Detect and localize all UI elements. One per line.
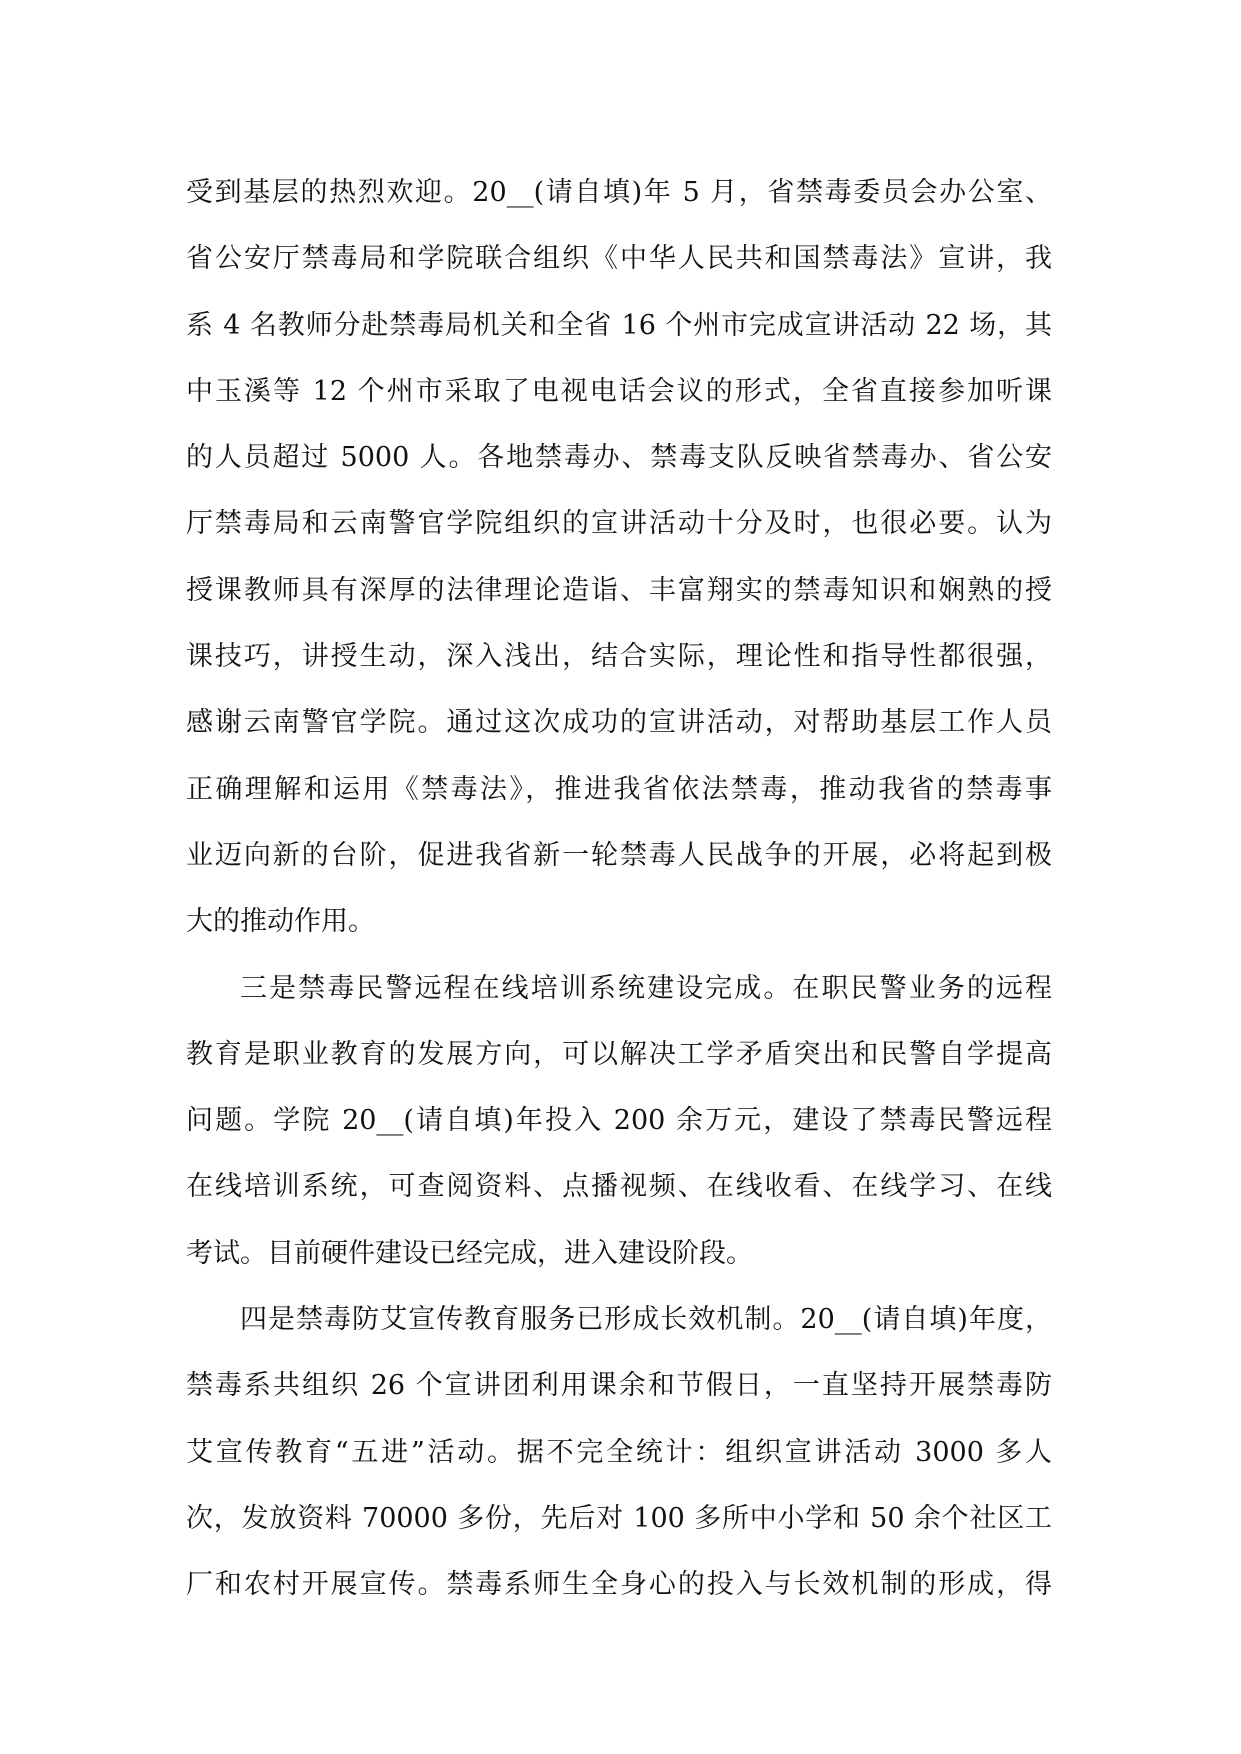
text-line: 次，发放资料 70000 多份，先后对 100 多所中小学和 50 余个社区工	[186, 1502, 1052, 1534]
text-line: 正确理解和运用《禁毒法》，推进我省依法禁毒，推动我省的禁毒事	[186, 773, 1052, 805]
text-line: 受到基层的热烈欢迎。20__(请自填)年 5 月，省禁毒委员会办公室、	[186, 177, 1052, 208]
text-line: 艾宣传教育“五进”活动。据不完全统计：组织宣讲活动 3000 多人	[186, 1436, 1052, 1468]
text-line: 禁毒系共组织 26 个宣讲团利用课余和节假日，一直坚持开展禁毒防	[186, 1370, 1052, 1402]
text-line: 课技巧，讲授生动，深入浅出，结合实际，理论性和指导性都很强，	[186, 641, 1052, 673]
text-line: 省公安厅禁毒局和学院联合组织《中华人民共和国禁毒法》宣讲，我	[186, 243, 1052, 275]
text-line: 感谢云南警官学院。通过这次成功的宣讲活动，对帮助基层工作人员	[186, 707, 1052, 739]
text-line: 考试。目前硬件建设已经完成，进入建设阶段。	[186, 1237, 753, 1269]
text-line: 厅禁毒局和云南警官学院组织的宣讲活动十分及时，也很必要。认为	[186, 508, 1052, 540]
text-line: 的人员超过 5000 人。各地禁毒办、禁毒支队反映省禁毒办、省公安	[186, 442, 1052, 474]
text-line: 系 4 名教师分赴禁毒局机关和全省 16 个州市完成宣讲活动 22 场，其	[186, 309, 1052, 341]
text-line: 授课教师具有深厚的法律理论造诣、丰富翔实的禁毒知识和娴熟的授	[186, 574, 1052, 606]
text-line: 大的推动作用。	[186, 906, 375, 938]
text-line: 在线培训系统，可查阅资料、点播视频、在线收看、在线学习、在线	[186, 1171, 1052, 1203]
text-line: 中玉溪等 12 个州市采取了电视电话会议的形式，全省直接参加听课	[186, 375, 1052, 407]
text-line: 三是禁毒民警远程在线培训系统建设完成。在职民警业务的远程	[240, 972, 1052, 1004]
paragraph	[186, 1287, 1052, 1618]
paragraph	[186, 956, 1052, 1287]
text-line: 厂和农村开展宣传。禁毒系师生全身心的投入与长效机制的形成，得	[186, 1569, 1052, 1601]
text-line: 业迈向新的台阶，促进我省新一轮禁毒人民战争的开展，必将起到极	[186, 839, 1052, 871]
text-line: 问题。学院 20__(请自填)年投入 200 余万元，建设了禁毒民警远程	[186, 1105, 1052, 1137]
text-line: 四是禁毒防艾宣传教育服务已形成长效机制。20__(请自填)年度，	[240, 1304, 1052, 1336]
text-line: 教育是职业教育的发展方向，可以解决工学矛盾突出和民警自学提高	[186, 1038, 1052, 1070]
document-body	[186, 160, 1052, 1619]
paragraph	[186, 160, 1052, 956]
